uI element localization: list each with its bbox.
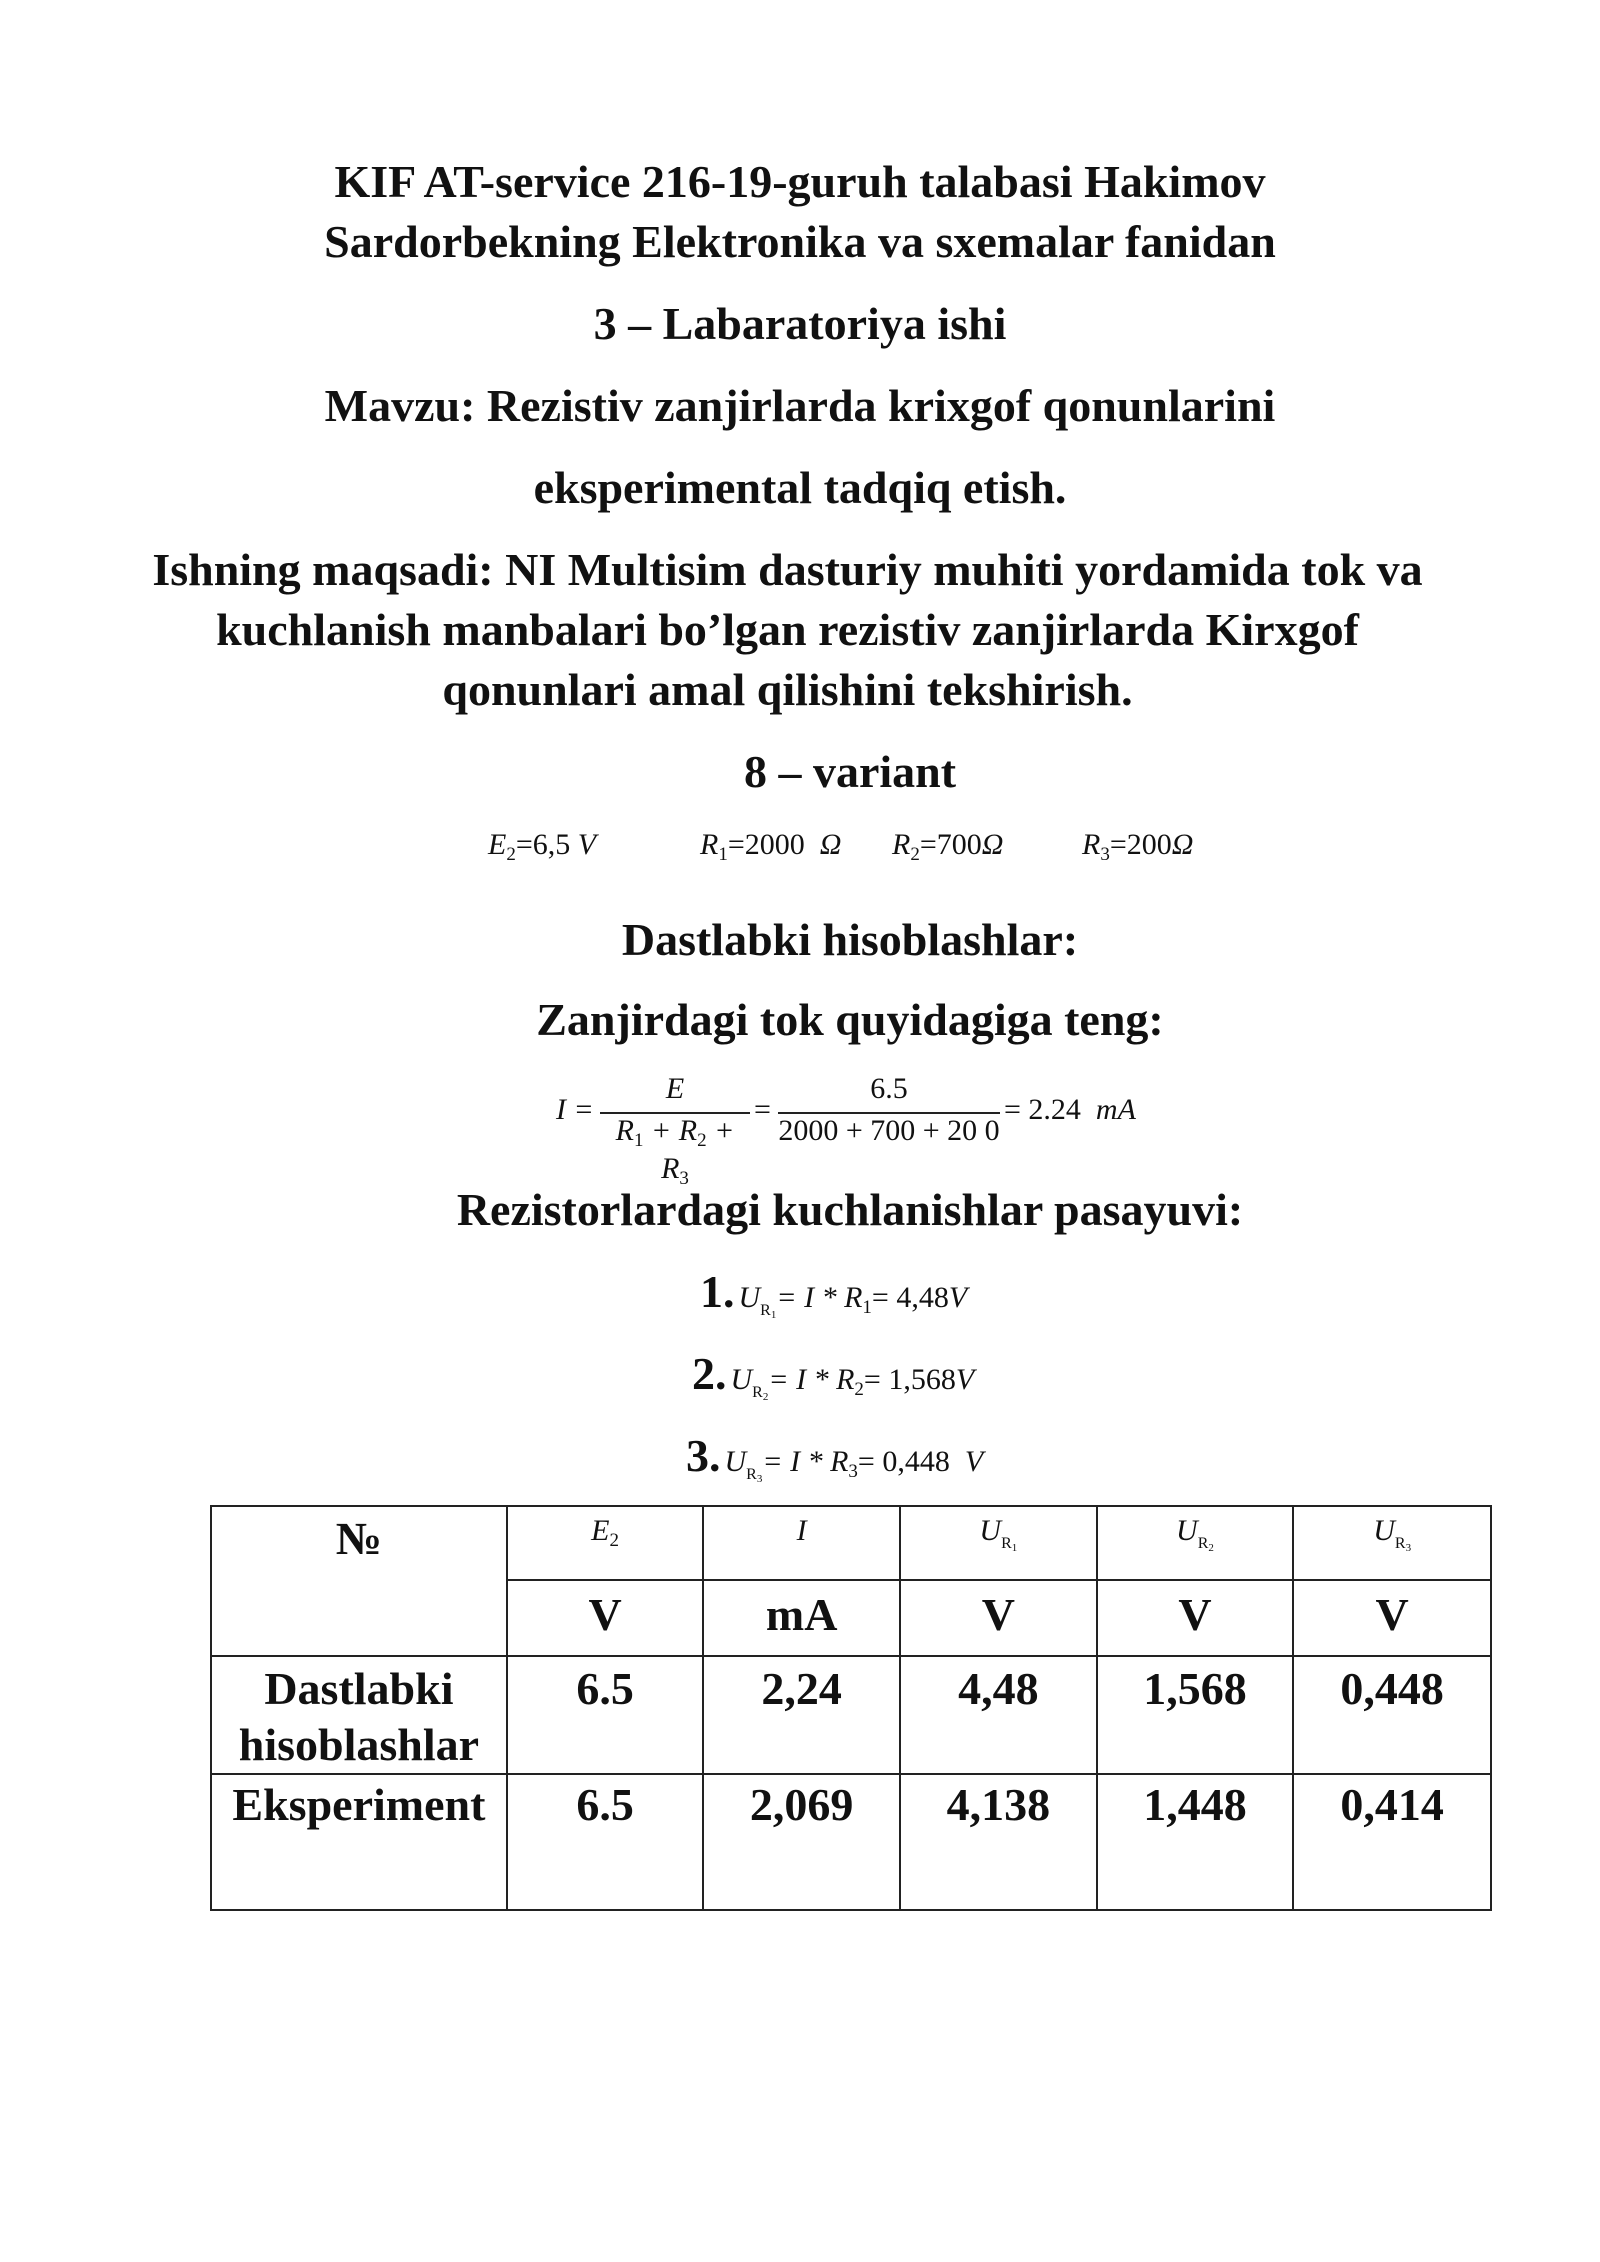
unit-cell: mA [703, 1580, 900, 1656]
row-label: Eksperiment [211, 1774, 507, 1910]
header-ur3: $U_{R_3}$ [1293, 1506, 1491, 1580]
unit-cell: V [507, 1580, 703, 1656]
formula-i: I = [556, 1093, 594, 1126]
drop-1: 1. $U_{R_1}= I * R_1= 4,48V$ [700, 1266, 968, 1321]
table-header-row [211, 1506, 1491, 1580]
header-ur1: $U_{R_1}$ [900, 1506, 1097, 1580]
section-current: Zanjirdagi tok quyidagiga teng: [536, 994, 1164, 1045]
section-initial: Dastlabki hisoblashlar: [621, 914, 1079, 965]
table-row [211, 1774, 1491, 1910]
param-r2: $R_2=700\Omega$ [892, 828, 1004, 865]
header-ur2: $U_{R_2}$ [1097, 1506, 1294, 1580]
value-cell: 2,24 [703, 1656, 900, 1774]
value-cell: 1,568 [1097, 1656, 1294, 1774]
param-e2: $E_2=6,5$ V [488, 828, 597, 865]
header-e2: $E_2$ [507, 1506, 703, 1580]
param-r3: $R_3=200\Omega$ [1082, 828, 1194, 865]
topic-line-2: eksperimental tadqiq etish. [533, 462, 1067, 513]
row-label: Dastlabki hisoblashlar [211, 1656, 507, 1774]
unit-cell: V [1293, 1580, 1491, 1656]
unit-cell: V [1097, 1580, 1294, 1656]
goal-line-2: kuchlanish manbalari bo’lgan rezistiv zanjirlarda Kirxgof [216, 604, 1359, 655]
goal-line-3: qonunlari amal qilishini tekshirish. [442, 664, 1133, 715]
variant-title: 8 – variant [743, 746, 957, 797]
value-cell: 4,48 [900, 1656, 1097, 1774]
value-cell: 4,138 [900, 1774, 1097, 1910]
results-table [210, 1505, 1492, 1911]
section-drops: Rezistorlardagi kuchlanishlar pasayuvi: [456, 1184, 1244, 1235]
value-cell: 0,414 [1293, 1774, 1491, 1910]
formula-equals: = [754, 1093, 771, 1126]
drop-3: 3. $U_{R_3}= I * R_3= 0,448$ V [686, 1430, 984, 1485]
formula-numerator-symbol: E [665, 1072, 685, 1105]
header-i: I [703, 1506, 900, 1580]
unit-cell: V [900, 1580, 1097, 1656]
value-cell: 6.5 [507, 1774, 703, 1910]
table-row [211, 1656, 1491, 1774]
drop-2: 2. $U_{R_2}= I * R_2= 1,568V$ [692, 1348, 975, 1403]
corner-cell: № [211, 1506, 507, 1656]
value-cell: 0,448 [1293, 1656, 1491, 1774]
param-r1: $R_1=2000$ Ω [700, 828, 842, 865]
header-line-1: KIF AT-service 216-19-guruh talabasi Hakimov [334, 156, 1266, 207]
value-cell: 1,448 [1097, 1774, 1294, 1910]
lab-title: 3 – Labaratoriya ishi [593, 298, 1007, 349]
formula-denominator-symbols: $R_1 + R_2 + R_3$ [615, 1114, 735, 1189]
formula-result: = 2.24 mA [1004, 1093, 1136, 1126]
header-line-2: Sardorbekning Elektronika va sxemalar fanidan [324, 216, 1276, 267]
value-cell: 2,069 [703, 1774, 900, 1910]
value-cell: 6.5 [507, 1656, 703, 1774]
formula-denominator-value: 2000 + 700 + 20 0 [778, 1114, 1000, 1147]
topic-line-1: Mavzu: Rezistiv zanjirlarda krixgof qonunlarini [324, 380, 1276, 431]
formula-numerator-value: 6.5 [870, 1072, 908, 1105]
goal-line-1: Ishning maqsadi: NI Multisim dasturiy muhiti yordamida tok va [152, 544, 1423, 595]
